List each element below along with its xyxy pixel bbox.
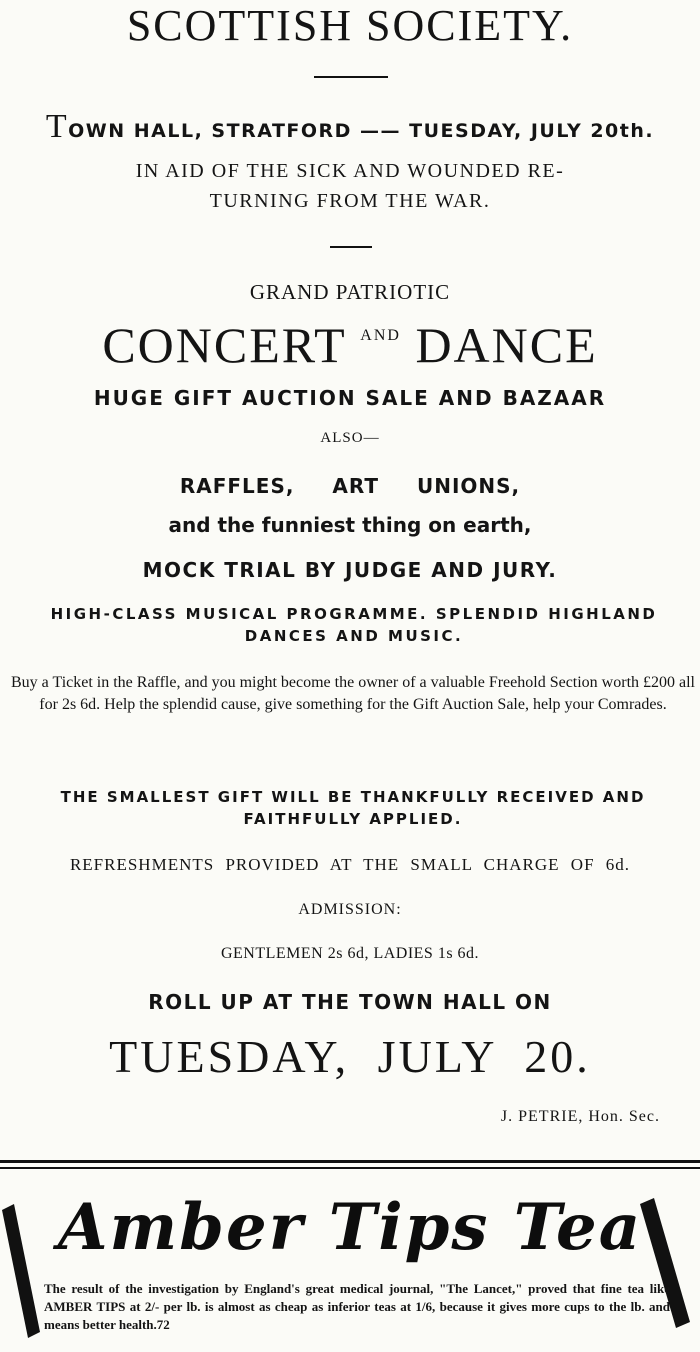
also-line: ALSO—: [320, 430, 380, 446]
tea-brand-name: Amber Tips Tea: [57, 1190, 643, 1265]
aid-line-1: IN AID OF THE SICK AND WOUNDED RE-: [135, 160, 565, 182]
column-rule-top: [0, 1160, 700, 1163]
admission-label: ADMISSION:: [298, 901, 402, 918]
column-rule-bottom: [0, 1167, 700, 1169]
ad-title: SCOTTISH SOCIETY.: [126, 1, 574, 50]
mock-trial-line: MOCK TRIAL BY JUDGE AND JURY.: [142, 558, 558, 582]
refreshments-line: REFRESHMENTS PROVIDED AT THE SMALL CHARGE OF 6d.: [69, 855, 631, 874]
divider-rule: [314, 76, 388, 78]
venue-line: [0, 108, 700, 146]
venue-text: OWN HALL, STRATFORD —— TUESDAY, JULY 20th.: [68, 120, 655, 142]
smallest-gift-line: THE SMALLEST GIFT WILL BE THANKFULLY RECEIVED AND FAITHFULLY APPLIED.: [60, 788, 646, 828]
auction-line: HUGE GIFT AUCTION SALE AND BAZAAR: [93, 386, 607, 410]
drop-initial: T: [45, 108, 69, 145]
secretary-signature: J. PETRIE, Hon. Sec.: [500, 1108, 660, 1125]
aid-line-2: TURNING FROM THE WAR.: [209, 190, 491, 212]
divider-rule: [330, 246, 372, 248]
concert-word: CONCERT: [102, 317, 346, 373]
raffle-paragraph: Buy a Ticket in the Raffle, and you might become the owner of a valuable Freehold Section worth £200 all for 2s 6d. Help the splendid cause, give something for the Gift Auction Sale, help your Comrades.: [11, 674, 695, 713]
programme-line: HIGH-CLASS MUSICAL PROGRAMME. SPLENDID HIGHLAND DANCES AND MUSIC.: [50, 605, 658, 645]
raffles-line: RAFFLES, ART UNIONS,: [179, 474, 521, 498]
and-word: AND: [360, 327, 401, 344]
roll-up-line: ROLL UP AT THE TOWN HALL ON: [148, 990, 552, 1014]
grand-patriotic: GRAND PATRIOTIC: [249, 280, 451, 304]
event-date: TUESDAY, JULY 20.: [109, 1031, 591, 1082]
concert-and-dance-heading: [0, 316, 700, 374]
admission-prices: GENTLEMEN 2s 6d, LADIES 1s 6d.: [220, 945, 480, 962]
funniest-line: and the funniest thing on earth,: [168, 513, 532, 537]
dance-word: DANCE: [415, 317, 598, 373]
tea-ad-text: The result of the investigation by England's great medical journal, "The Lancet," proved that fine tea like AMBER TIPS at 2/- per lb. is almost as cheap as inferior teas at 1/6, because it gives more cups to the lb. and means better health.72: [44, 1281, 670, 1332]
left-slash-bar: [2, 1204, 40, 1338]
